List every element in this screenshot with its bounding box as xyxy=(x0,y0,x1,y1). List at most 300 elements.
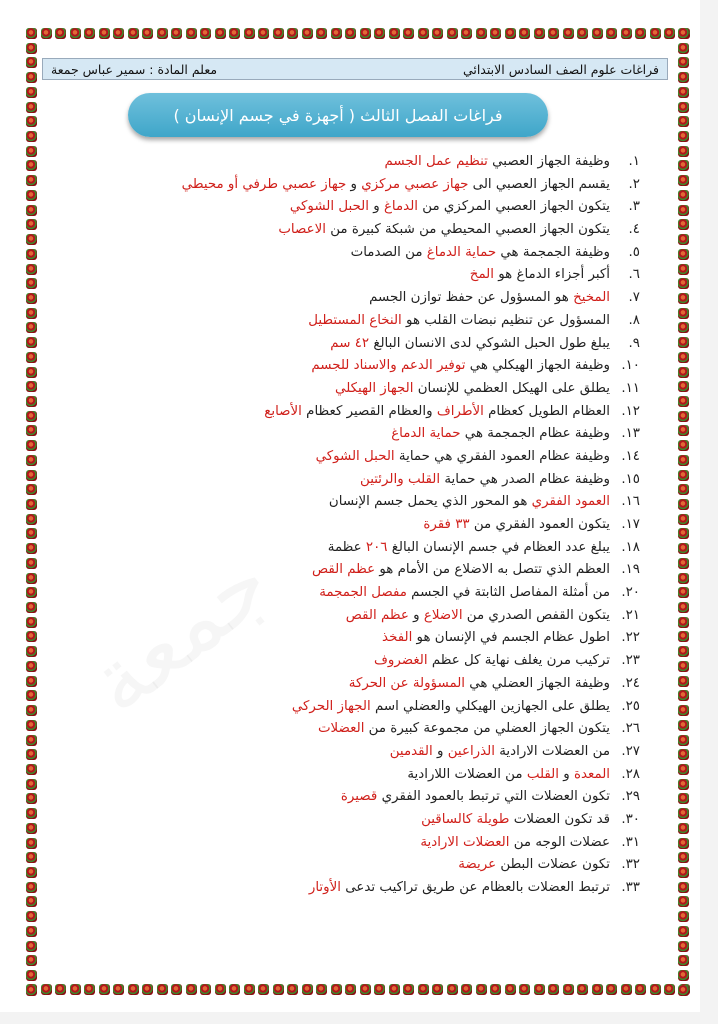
question-text: قد تكون العضلات xyxy=(509,811,610,827)
question-text: يبلغ طول الحبل الشوكي لدى الانسان البالغ xyxy=(369,335,610,351)
border-bead xyxy=(621,28,632,39)
question-text: العظام الطويل كعظام xyxy=(483,403,610,419)
border-bead xyxy=(678,676,689,687)
border-bead xyxy=(113,984,124,995)
question-text: وظيفة الجهاز العصبي xyxy=(487,154,610,169)
border-bead xyxy=(26,367,37,378)
border-bead xyxy=(418,984,429,995)
question-text: من العضلات اللارادية xyxy=(407,766,527,782)
chapter-title: فراغات الفصل الثالث ( أجهزة في جسم الإنسان ) xyxy=(128,93,548,137)
question-text: من الصدمات xyxy=(350,244,427,260)
list-item xyxy=(50,559,640,582)
border-bead xyxy=(447,984,458,995)
border-bead xyxy=(678,573,689,584)
border-bead xyxy=(26,160,37,171)
question-text: يطلق على الجهازين الهيكلي والعضلي اسم xyxy=(370,698,610,714)
border-bead xyxy=(26,425,37,436)
border-bead xyxy=(26,470,37,481)
border-bead xyxy=(26,264,37,275)
item-number: ٧. xyxy=(628,290,640,306)
border-bead xyxy=(389,28,400,39)
border-bead xyxy=(273,28,284,39)
list-item xyxy=(50,174,640,197)
border-bead xyxy=(26,543,37,554)
item-text xyxy=(458,854,610,877)
header-subject: فراغات علوم الصف السادس الابتدائي xyxy=(462,61,659,77)
answer-text: العضلات الارادية xyxy=(420,834,510,850)
border-bead xyxy=(678,278,689,289)
border-bead xyxy=(476,984,487,995)
border-bead xyxy=(200,984,211,995)
answer-text: الدماغ xyxy=(383,199,419,215)
border-left xyxy=(26,28,38,996)
answer-text: العضلات xyxy=(317,721,365,737)
question-text: اطول عظام الجسم في الإنسان هو xyxy=(412,630,610,646)
question-text: وظيفة الجمجمة هي xyxy=(496,244,610,260)
border-bead xyxy=(678,337,689,348)
list-item xyxy=(50,537,640,560)
border-bead xyxy=(26,57,37,68)
item-number: ٢. xyxy=(628,176,640,192)
question-text: و xyxy=(346,176,362,192)
border-bead xyxy=(592,984,603,995)
list-item xyxy=(50,287,640,310)
item-number: ٣١. xyxy=(621,834,640,850)
border-bead xyxy=(331,984,342,995)
border-bead xyxy=(26,838,37,849)
question-text: عضلات الوجه من xyxy=(509,834,610,850)
question-text: يتكون العمود الفقري من xyxy=(469,517,610,532)
item-text xyxy=(423,514,610,537)
border-bead xyxy=(678,882,689,893)
answer-text: توفير الدعم والاسناد للجسم xyxy=(311,358,466,374)
border-bead xyxy=(678,308,689,319)
answer-text: القدمين xyxy=(389,743,433,759)
border-bead xyxy=(258,984,269,995)
header-teacher: معلم المادة : سمير عباس جمعة xyxy=(51,61,218,77)
question-text: يقسم الجهاز العصبي الى xyxy=(468,176,610,192)
answer-text: تنظيم عمل الجسم xyxy=(384,154,488,169)
border-bead xyxy=(678,631,689,642)
border-bead xyxy=(26,882,37,893)
border-bead xyxy=(26,175,37,186)
answer-text: الذراعين xyxy=(447,743,495,759)
border-bead xyxy=(244,984,255,995)
border-bead xyxy=(26,102,37,113)
border-bead xyxy=(26,661,37,672)
item-number: ٣٣. xyxy=(621,880,640,895)
answer-text: جهاز عصبي طرفي أو محيطي xyxy=(181,176,347,192)
border-bead xyxy=(678,72,689,83)
border-bead xyxy=(678,484,689,495)
border-bead xyxy=(41,984,52,995)
border-bead xyxy=(678,690,689,701)
question-text: من العضلات الارادية xyxy=(494,743,610,759)
border-bead xyxy=(26,646,37,657)
answer-text: عظم القص xyxy=(311,562,376,578)
item-text xyxy=(335,378,610,401)
question-text: هو المحور الذي يحمل جسم الإنسان xyxy=(328,494,532,510)
border-bead xyxy=(389,984,400,995)
answer-text: القلب والرئتين xyxy=(360,471,441,487)
question-text: تكون العضلات التي ترتبط بالعمود الفقري xyxy=(377,789,610,805)
border-bead xyxy=(678,926,689,937)
item-text xyxy=(311,355,610,378)
answer-text: المخ xyxy=(469,267,494,283)
border-bead xyxy=(678,602,689,613)
answer-text: الجهاز الحركي xyxy=(291,698,371,714)
border-bead xyxy=(26,322,37,333)
border-bead xyxy=(26,617,37,628)
border-bead xyxy=(678,396,689,407)
question-text: وظيفة عظام الجمجمة هي xyxy=(460,426,610,442)
border-bead xyxy=(26,146,37,157)
border-bead xyxy=(403,984,414,995)
border-bead xyxy=(55,28,66,39)
border-bead xyxy=(403,28,414,39)
item-text xyxy=(308,310,610,333)
border-bead xyxy=(678,131,689,142)
border-bead xyxy=(26,205,37,216)
border-bead xyxy=(678,896,689,907)
item-text xyxy=(319,582,610,605)
border-bead xyxy=(26,896,37,907)
border-bead xyxy=(26,808,37,819)
list-item xyxy=(50,696,640,719)
item-text xyxy=(264,401,610,424)
border-bead xyxy=(577,984,588,995)
border-bead xyxy=(678,808,689,819)
border-bead xyxy=(678,749,689,760)
border-bead xyxy=(678,705,689,716)
answer-text: النخاع المستطيل xyxy=(308,312,402,328)
border-bead xyxy=(461,984,472,995)
border-bead xyxy=(26,676,37,687)
border-bead xyxy=(678,322,689,333)
border-bead xyxy=(70,28,81,39)
border-bead xyxy=(606,28,617,39)
border-bead xyxy=(678,955,689,966)
list-item xyxy=(50,877,640,900)
item-number: ٩. xyxy=(628,335,640,351)
border-bead xyxy=(534,984,545,995)
list-item xyxy=(50,832,640,855)
border-bead xyxy=(678,852,689,863)
border-bead xyxy=(128,984,139,995)
answer-text: مفصل الجمجمة xyxy=(319,585,407,601)
list-item xyxy=(50,401,640,424)
item-number: ٢٥. xyxy=(621,698,640,714)
border-bead xyxy=(678,970,689,981)
border-bead xyxy=(650,984,661,995)
border-bead xyxy=(99,28,110,39)
border-bead xyxy=(157,984,168,995)
border-bead xyxy=(215,28,226,39)
list-item xyxy=(50,673,640,696)
list-item xyxy=(50,854,640,877)
item-text xyxy=(390,741,610,764)
item-number: ٣٠. xyxy=(621,811,640,827)
question-text: العظم الذي تتصل به الاضلاع من الأمام هو xyxy=(375,562,610,578)
border-bead xyxy=(26,735,37,746)
border-bead xyxy=(678,793,689,804)
item-text xyxy=(421,809,610,832)
border-bead xyxy=(316,28,327,39)
answer-text: ٢٠٦ xyxy=(365,539,388,555)
border-bead xyxy=(678,838,689,849)
border-bead xyxy=(678,646,689,657)
border-bead xyxy=(26,926,37,937)
border-bead xyxy=(678,514,689,525)
item-text xyxy=(382,627,610,650)
item-text xyxy=(292,696,610,719)
border-bead xyxy=(26,528,37,539)
item-number: ١٢. xyxy=(621,403,640,419)
border-bead xyxy=(447,28,458,39)
answer-text: عريضة xyxy=(458,857,497,873)
item-number: ٢٢. xyxy=(621,630,640,646)
question-list xyxy=(50,151,640,900)
border-bead xyxy=(26,911,37,922)
border-bead xyxy=(26,720,37,731)
border-bead xyxy=(26,867,37,878)
list-item xyxy=(50,650,640,673)
border-bead xyxy=(26,484,37,495)
border-bead xyxy=(678,543,689,554)
border-bead xyxy=(490,984,501,995)
question-text: من أمثلة المفاصل الثابتة في الجسم xyxy=(406,585,610,601)
list-item xyxy=(50,491,640,514)
question-text: يتكون الجهاز العضلي من مجموعة كبيرة من xyxy=(364,721,610,737)
list-item xyxy=(50,378,640,401)
answer-text: المخيخ xyxy=(573,290,610,306)
border-bead xyxy=(432,28,443,39)
answer-text: الأصابع xyxy=(264,403,302,419)
item-number: ١٩. xyxy=(621,562,640,578)
border-bead xyxy=(26,219,37,230)
item-text xyxy=(309,877,610,900)
border-bead xyxy=(664,28,675,39)
question-text: وظيفة عظام العمود الفقري هي حماية xyxy=(394,448,610,464)
border-bead xyxy=(26,631,37,642)
border-bead xyxy=(678,381,689,392)
item-text xyxy=(360,469,610,492)
answer-text: جهاز عصبي مركزي xyxy=(361,176,469,192)
item-text xyxy=(391,423,610,446)
item-text xyxy=(330,333,610,356)
border-bead xyxy=(229,28,240,39)
item-text xyxy=(369,287,610,310)
border-bead xyxy=(678,352,689,363)
border-bead xyxy=(635,28,646,39)
border-bead xyxy=(678,190,689,201)
question-text: يتكون الجهاز العصبي المركزي من xyxy=(418,199,610,215)
item-number: ١٣. xyxy=(621,426,640,442)
border-bead xyxy=(157,28,168,39)
border-bead xyxy=(26,955,37,966)
border-bead xyxy=(26,396,37,407)
border-bead xyxy=(650,28,661,39)
border-bead xyxy=(678,528,689,539)
question-text: المسؤول عن تنظيم نبضات القلب هو xyxy=(401,312,610,328)
answer-text: ٣٣ فقرة xyxy=(423,517,470,532)
border-bead xyxy=(678,367,689,378)
border-bead xyxy=(171,984,182,995)
list-item xyxy=(50,627,640,650)
border-bead xyxy=(26,87,37,98)
border-bead xyxy=(26,411,37,422)
border-bead xyxy=(678,661,689,672)
item-number: ٢١. xyxy=(621,607,640,623)
border-bead xyxy=(678,160,689,171)
item-text xyxy=(316,446,610,469)
border-bead xyxy=(345,28,356,39)
item-number: ٤. xyxy=(628,222,640,238)
border-bead xyxy=(678,425,689,436)
border-bead xyxy=(84,28,95,39)
item-number: ٢٣. xyxy=(621,653,640,669)
border-bead xyxy=(287,28,298,39)
answer-text: الأطراف xyxy=(436,403,484,419)
border-bead xyxy=(678,911,689,922)
item-text xyxy=(329,491,610,514)
border-bead xyxy=(678,87,689,98)
border-bead xyxy=(678,411,689,422)
border-bead xyxy=(678,264,689,275)
list-item xyxy=(50,741,640,764)
border-bead xyxy=(142,28,153,39)
border-bead xyxy=(26,308,37,319)
list-item xyxy=(50,764,640,787)
border-bead xyxy=(678,43,689,54)
border-bead xyxy=(26,337,37,348)
border-bead xyxy=(70,984,81,995)
border-bead xyxy=(678,234,689,245)
border-bead xyxy=(26,440,37,451)
list-item xyxy=(50,151,640,174)
border-bead xyxy=(287,984,298,995)
border-bead xyxy=(678,735,689,746)
border-bead xyxy=(26,455,37,466)
list-item xyxy=(50,514,640,537)
border-bead xyxy=(678,470,689,481)
item-number: ١٨. xyxy=(621,539,640,555)
list-item xyxy=(50,446,640,469)
border-bottom xyxy=(26,984,690,996)
border-bead xyxy=(678,720,689,731)
border-bead xyxy=(26,690,37,701)
border-bead xyxy=(678,219,689,230)
border-bead xyxy=(26,823,37,834)
border-bead xyxy=(678,587,689,598)
border-bead xyxy=(302,28,313,39)
item-number: ٨. xyxy=(628,312,640,328)
border-bead xyxy=(418,28,429,39)
question-text: تكون عضلات البطن xyxy=(496,857,610,873)
border-bead xyxy=(84,984,95,995)
answer-text: العمود الفقري xyxy=(531,494,610,510)
border-bead xyxy=(505,28,516,39)
border-bead xyxy=(26,779,37,790)
item-text xyxy=(407,764,610,787)
border-bead xyxy=(26,602,37,613)
border-bead xyxy=(678,499,689,510)
item-text xyxy=(349,673,610,696)
item-text xyxy=(182,174,610,197)
question-text: يتكون القفص الصدري من xyxy=(462,607,610,623)
answer-text: المعدة xyxy=(573,766,610,782)
list-item xyxy=(50,605,640,628)
border-bead xyxy=(99,984,110,995)
border-bead xyxy=(360,28,371,39)
item-number: ٢٤. xyxy=(621,675,640,691)
border-bead xyxy=(635,984,646,995)
question-text: هو المسؤول عن حفظ توازن الجسم xyxy=(369,290,574,306)
item-text xyxy=(341,786,610,809)
border-bead xyxy=(316,984,327,995)
border-bead xyxy=(26,293,37,304)
border-bead xyxy=(548,28,559,39)
answer-text: الحبل الشوكي xyxy=(315,448,395,464)
item-number: ١٥. xyxy=(621,471,640,487)
item-number: ١٧. xyxy=(621,517,640,532)
item-number: ٢٨. xyxy=(621,766,640,782)
border-bead xyxy=(26,234,37,245)
border-bead xyxy=(41,28,52,39)
border-bead xyxy=(200,28,211,39)
item-number: ١. xyxy=(628,154,640,169)
question-text: يتكون الجهاز العصبي المحيطي من شبكة كبيرة من xyxy=(325,222,610,238)
item-number: ٥. xyxy=(628,244,640,260)
border-bead xyxy=(534,28,545,39)
item-text xyxy=(318,718,610,741)
border-bead xyxy=(26,749,37,760)
border-bead xyxy=(678,57,689,68)
answer-text: القلب xyxy=(526,766,559,782)
border-bead xyxy=(302,984,313,995)
border-bead xyxy=(592,28,603,39)
answer-text: الجهاز الهيكلي xyxy=(335,380,414,396)
border-bead xyxy=(678,558,689,569)
item-text xyxy=(346,605,610,628)
border-right xyxy=(678,28,690,996)
answer-text: الفخذ xyxy=(382,630,413,646)
header-bar xyxy=(42,58,668,80)
border-bead xyxy=(678,205,689,216)
list-item xyxy=(50,423,640,446)
border-bead xyxy=(128,28,139,39)
border-bead xyxy=(186,984,197,995)
border-bead xyxy=(678,440,689,451)
border-bead xyxy=(26,705,37,716)
item-number: ٢٦. xyxy=(621,721,640,737)
question-text: ترتبط العضلات بالعظام عن طريق تراكيب تدعى xyxy=(341,880,610,895)
list-item xyxy=(50,219,640,242)
border-bead xyxy=(678,867,689,878)
border-bead xyxy=(678,779,689,790)
border-bead xyxy=(678,146,689,157)
answer-text: حماية الدماغ xyxy=(426,244,497,260)
border-bead xyxy=(186,28,197,39)
list-item xyxy=(50,196,640,219)
question-text: و xyxy=(432,743,448,759)
border-bead xyxy=(678,293,689,304)
item-text xyxy=(384,151,610,174)
border-bead xyxy=(476,28,487,39)
border-bead xyxy=(519,28,530,39)
answer-text: المسؤولة عن الحركة xyxy=(348,675,465,691)
border-bead xyxy=(678,764,689,775)
